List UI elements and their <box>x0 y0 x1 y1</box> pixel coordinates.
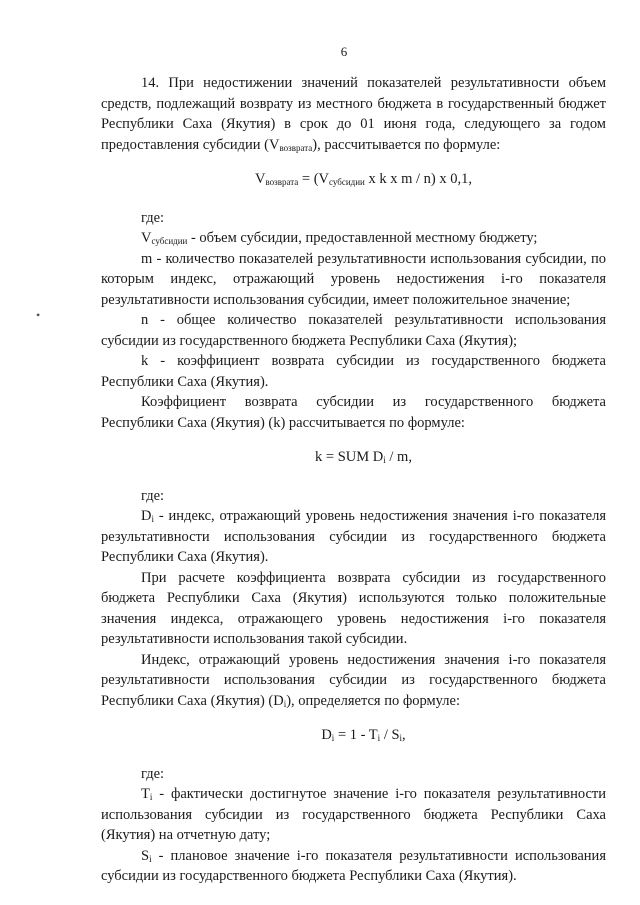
formula-1-mid-sub: субсидии <box>329 177 365 187</box>
def-t-sub: i <box>149 792 153 802</box>
paragraph-14-text: 14. При недостижении значений показателей результативности объем средств, подлежащий возврату из местного бюджета в государственный бюджет Республики Саха (Якутия) в срок до 01 июня года, следующего за годом предоставления субсидии (V <box>101 75 606 153</box>
definition-k: k - коэффициент возврата субсидии из государственного бюджета Республики Саха (Якутия). <box>101 353 606 390</box>
formula-3-c-sub: i <box>399 733 403 743</box>
page-number: 6 <box>340 44 348 59</box>
formula-1-lhs-sub: возврата <box>265 177 299 187</box>
where-label-2: где: <box>141 487 165 504</box>
def-s-sub: i <box>149 853 152 864</box>
stray-mark: • <box>36 308 41 322</box>
formula-3-c: / S <box>380 727 400 743</box>
paragraph-14-tail: ), рассчитывается по формуле: <box>312 136 501 153</box>
where-label-3: где: <box>141 765 165 782</box>
formula-1-lhs: V <box>254 171 266 187</box>
index-intro-tail: ), определяется по формуле: <box>286 692 460 709</box>
formula-3-a-sub: i <box>331 733 335 743</box>
def-d-symbol: D <box>141 508 152 524</box>
def-v-sub: субсидии <box>151 236 188 246</box>
definition-s <box>101 846 606 887</box>
def-v-symbol: V <box>141 230 152 246</box>
def-t-symbol: T <box>141 786 150 802</box>
paragraph-14-subscript: возврата <box>279 142 313 153</box>
def-t-text: - фактически достигнутое значение i-го показателя результативности использования субсидии из государственного бюджета Республики Саха (Якутия) на отчетную дату; <box>101 786 606 843</box>
def-s-text: - плановое значение i-го показателя результативности использования субсидии из государственного бюджета Республики Саха (Якутия). <box>101 847 606 884</box>
formula-k <box>101 447 606 468</box>
formula-3-b: = 1 - T <box>334 727 378 743</box>
paragraph-positive-values: При расчете коэффициента возврата субсидии из государственного бюджета Республики Саха (Якутия) используются только положительные значения индекса, отражающего уровень недостижения i-го показателя результативности использования такой субсидии. <box>101 569 606 647</box>
def-v-text: - объем субсидии, предоставленной местному бюджету; <box>187 230 538 246</box>
paragraph-k-formula-intro: Коэффициент возврата субсидии из государственного бюджета Республики Саха (Якутия) (k) рассчитывается по формуле: <box>101 394 606 431</box>
formula-1-rhs: x k x m / n) x 0,1, <box>364 171 472 187</box>
where-label-1: где: <box>141 209 165 226</box>
document-body <box>101 73 606 887</box>
index-intro-text: Индекс, отражающий уровень недостижения значения i-го показателя результативности использования субсидии из государственного бюджета Республики Саха (Якутия) (D <box>101 651 606 709</box>
definition-v-subsidy <box>101 228 606 249</box>
definition-t <box>101 784 606 846</box>
def-d-sub: i <box>151 514 154 524</box>
formula-2-sub: i <box>383 455 386 465</box>
formula-3-d: , <box>402 727 406 743</box>
formula-return-volume <box>101 169 606 190</box>
paragraph-index-intro <box>101 650 606 712</box>
formula-1-mid: = (V <box>298 171 329 187</box>
definition-m: m - количество показателей результативности использования субсидии, по которым индекс, отражающий уровень недостижения i-го показателя результативности использования субсидии, имеет положительное значение; <box>101 250 606 308</box>
formula-3-a: D <box>321 727 332 743</box>
paragraph-14 <box>101 73 606 155</box>
definition-d <box>101 506 606 568</box>
definition-n: n - общее количество показателей результативности использования субсидии из государственного бюджета Республики Саха (Якутия); <box>101 312 606 349</box>
formula-2-post: / m, <box>385 449 412 465</box>
def-s-symbol: S <box>141 847 150 864</box>
def-d-text: - индекс, отражающий уровень недостижения значения i-го показателя результативности использования субсидии из государственного бюджета Республики Саха (Якутия). <box>101 508 606 565</box>
formula-3-b-sub: i <box>377 733 381 743</box>
formula-d <box>101 725 606 746</box>
index-intro-sub: i <box>283 698 287 709</box>
formula-2-pre: k = SUM D <box>315 449 384 465</box>
